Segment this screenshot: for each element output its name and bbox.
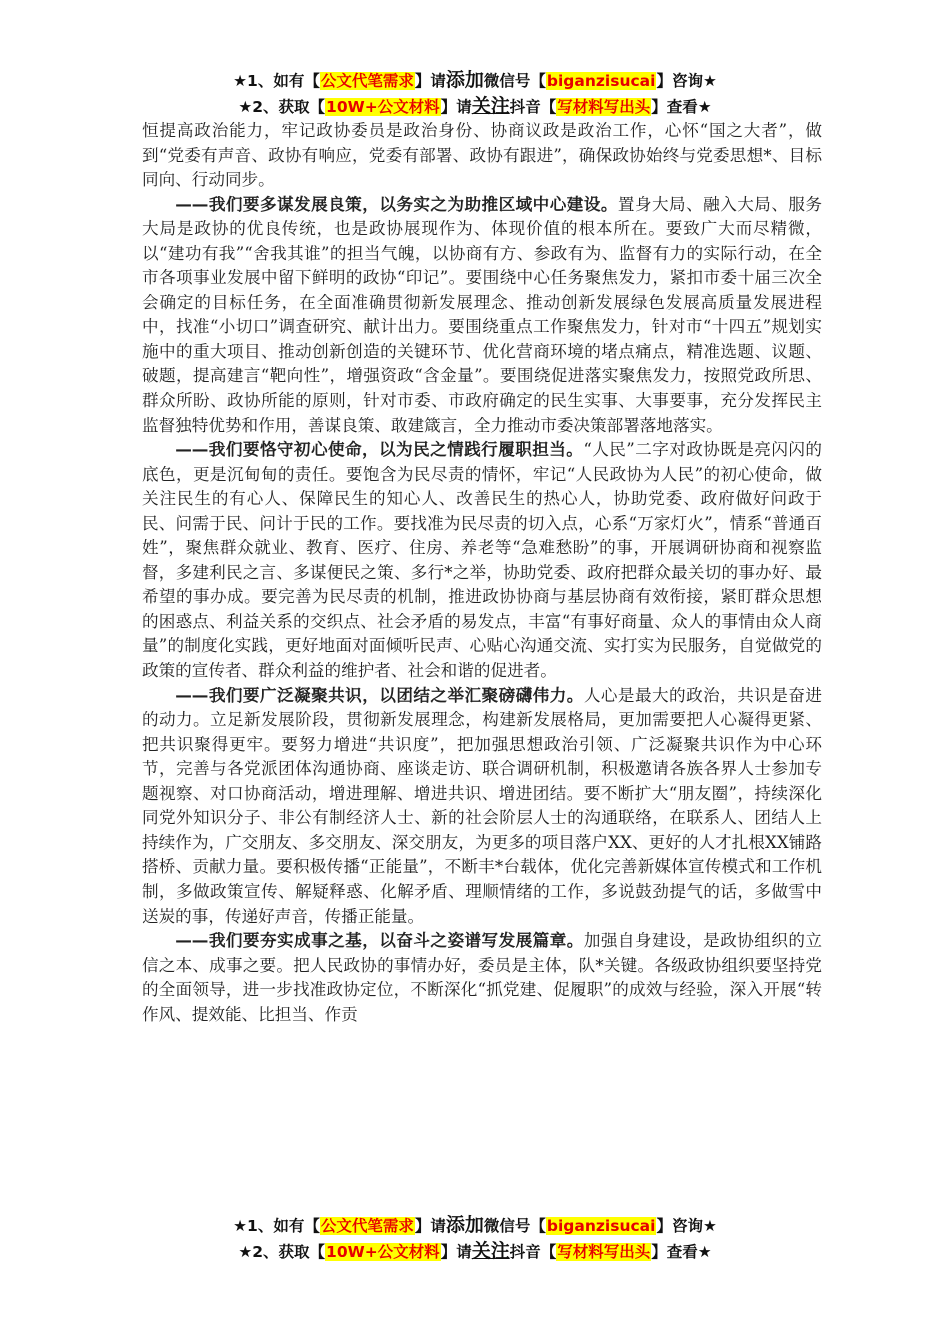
paragraph-foundation: ——我们要夯实成事之基，以奋斗之姿谱写发展篇章。加强自身建设，是政协组织的立信之本、成事之要。把人民政协的事情办好，委员是主体，队*关键。各级政协组织要坚持党的全面领导，进一步找准政协定位，不断深化“抓党建、促履职”的成效与经验，深入开展“转作风、提效能、比担当、作贡: [142, 931, 823, 1024]
promo-banner-bottom: [0, 1213, 950, 1265]
paragraph-lead: ——我们要夯实成事之基，以奋斗之姿谱写发展篇章。: [175, 931, 584, 951]
wechat-id-highlight: biganzisucai: [546, 72, 656, 90]
highlight-materials: 10W+公文材料: [326, 1243, 440, 1261]
paragraph-development: ——我们要多谋发展良策，以务实之为助推区域中心建设。置身大局、融入大局、服务大局是政协的优良传统，也是政协展现作为、体现价值的根本所在。要致广大而尽精微，以“建功有我”“舍我其谁”的担当气魄，以协商有方、参政有为、监督有力的实际行动，在全市各项事业发展中留下鲜明的政协“印记”。要围绕中心任务聚焦发力，紧扣市委十届三次全会确定的目标任务，在全面准确贯彻新发展理念、推动创新发展绿色发展高质量发展进程中，找准“小切口”调查研究、献计出力。要围绕重点工作聚焦发力，针对市“十四五”规划实施中的重大项目、推动创新创造的关键环节、优化营商环境的堵点痛点，精准选题、议题、破题，提高建言“靶向性”，增强资政“含金量”。要围绕促进落实聚焦发力，按照党政所思、群众所盼、政协所能的原则，针对市委、市政府确定的民生实事、大事要事，充分发挥民主监督独特优势和作用，善谋良策、敢建箴言，全力推动市委决策部署落地落实。: [142, 194, 823, 435]
wechat-id-highlight: biganzisucai: [546, 1217, 656, 1235]
paragraph-continued: 恒提高政治能力，牢记政协委员是政治身份、协商议政是政治工作，心怀“国之大者”，做到“党委有声音、政协有响应，党委有部署、政协有跟进”，确保政协始终与党委思想*、目标同向、行动同步。: [142, 121, 822, 190]
promo-line-1: ★1、如有【公文代笔需求】请添加微信号【biganzisucai】咨询★: [233, 69, 717, 91]
paragraph-lead: ——我们要恪守初心使命，以为民之情践行履职担当。: [175, 440, 584, 460]
highlight-ghostwriting: 公文代笔需求: [320, 72, 414, 90]
douyin-account-highlight: 写材料写出头: [557, 1243, 651, 1261]
paragraph-lead: ——我们要广泛凝聚共识，以团结之举汇聚磅礴伟力。: [175, 685, 584, 705]
promo-line-2: ★2、获取【10W+公文材料】请关注抖音【写材料写出头】查看★: [238, 95, 712, 117]
paragraph-mission: ——我们要恪守初心使命，以为民之情践行履职担当。“人民”二字对政协既是亮闪闪的底色，更是沉甸甸的责任。要饱含为民尽责的情怀，牢记“人民政协为人民”的初心使命，做关注民生的有心人、保障民生的知心人、改善民生的热心人，协助党委、政府做好问政于民、问需于民、问计于民的工作。要找准为民尽责的切入点，心系“万家灯火”，情系“普通百姓”，聚焦群众就业、教育、医疗、住房、养老等“急难愁盼”的事，开展调研协商和视察监督，多建利民之言、多谋便民之策、多行*之举，协助党委、政府把群众最关切的事办好、最希望的事办成。要完善为民尽责的机制，推进政协协商与基层协商有效衔接，紧盯群众思想的困惑点、利益关系的交织点、社会矛盾的易发点，丰富“有事好商量、众人的事情由众人商量”的制度化实践，更好地面对面倾听民声、心贴心沟通交流、实打实为民服务，自觉做党的政策的宣传者、群众利益的维护者、社会和谐的促进者。: [142, 440, 823, 681]
paragraph-lead: ——我们要多谋发展良策，以务实之为助推区域中心建设。: [175, 194, 618, 214]
paragraph-consensus: ——我们要广泛凝聚共识，以团结之举汇聚磅礴伟力。人心是最大的政治，共识是奋进的动力。立足新发展阶段，贯彻新发展理念，构建新发展格局，更加需要把人心凝得更紧、把共识聚得更牢。要努力增进“共识度”，把加强思想政治引领、广泛凝聚共识作为中心环节，完善与各党派团体沟通协商、座谈走访、联合调研机制，积极邀请各族各界人士参加专题视察、对口协商活动，增进理解、增进共识、增进团结。要不断扩大“朋友圈”，持续深化同党外知识分子、非公有制经济人士、新的社会阶层人士的沟通联络，在联系人、团结人上持续作为，广交朋友、多交朋友、深交朋友，为更多的项目落户XX、更好的人才扎根XX铺路搭桥、贡献力量。要积极传播“正能量”，不断丰*台载体，优化完善新媒体宣传模式和工作机制，多做政策宣传、解疑释惑、化解矛盾、理顺情绪的工作，多说鼓劲提气的话，多做雪中送炭的事，传递好声音，传播正能量。: [142, 685, 823, 926]
douyin-account-highlight: 写材料写出头: [557, 98, 651, 116]
promo-banner-top: [0, 68, 950, 120]
highlight-ghostwriting: 公文代笔需求: [320, 1217, 414, 1235]
promo-line-2: ★2、获取【10W+公文材料】请关注抖音【写材料写出头】查看★: [238, 1240, 712, 1262]
document-body: [142, 119, 822, 1027]
highlight-materials: 10W+公文材料: [326, 98, 440, 116]
promo-line-1: ★1、如有【公文代笔需求】请添加微信号【biganzisucai】咨询★: [233, 1214, 717, 1236]
